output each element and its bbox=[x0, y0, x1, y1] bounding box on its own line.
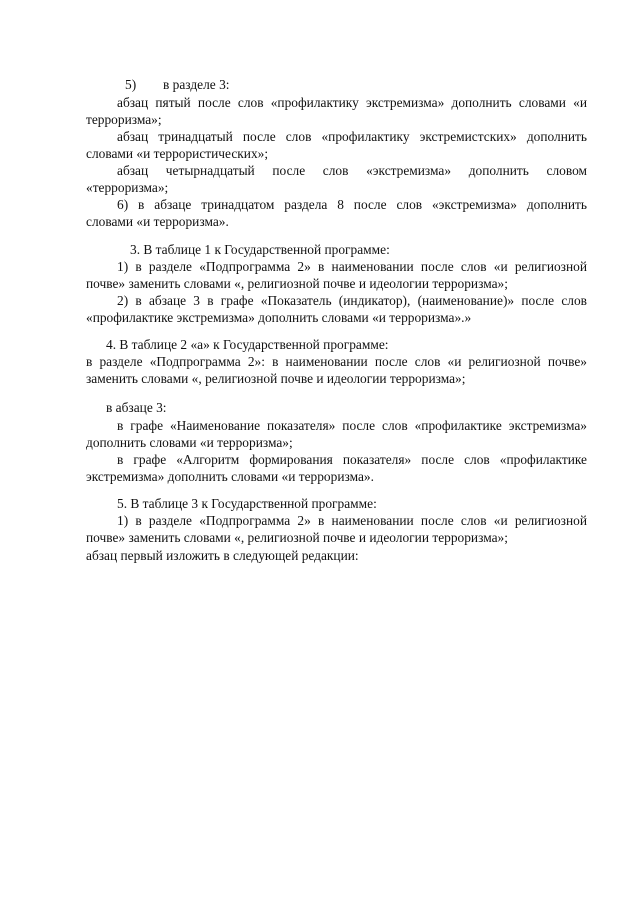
section-heading: 4. В таблице 2 «а» к Государственной программе: bbox=[106, 337, 389, 352]
paragraph-line: абзац четырнадцатый после слов «экстремизма» дополнить словом bbox=[117, 163, 587, 178]
paragraph-line: 1) в разделе «Подпрограмма 2» в наименовании после слов «и религиозной bbox=[117, 259, 587, 274]
paragraph-line: 2) в абзаце 3 в графе «Показатель (индикатор), (наименование)» после слов bbox=[117, 293, 587, 308]
paragraph-line: в разделе «Подпрограмма 2»: в наименовании после слов «и религиозной почве» bbox=[86, 354, 587, 369]
paragraph-line: «терроризма»; bbox=[86, 180, 169, 195]
section-heading bbox=[125, 76, 425, 93]
paragraph-line: в графе «Алгоритм формирования показателя» после слов «профилактике bbox=[117, 452, 587, 467]
paragraph-line: терроризма»; bbox=[86, 112, 162, 127]
paragraph-line: абзац тринадцатый после слов «профилактику экстремистских» дополнить bbox=[117, 129, 587, 144]
list-number: 5) bbox=[125, 77, 137, 92]
paragraph-line: почве» заменить словами «, религиозной почве и идеологии терроризма»; bbox=[86, 276, 508, 291]
section-heading: 3. В таблице 1 к Государственной программе: bbox=[130, 242, 390, 257]
paragraph-line: дополнить словами «и терроризма»; bbox=[86, 435, 293, 450]
paragraph-line: 6) в абзаце тринадцатом раздела 8 после слов «экстремизма» дополнить bbox=[117, 197, 587, 212]
paragraph-line: заменить словами «, религиозной почве и идеологии терроризма»; bbox=[86, 371, 466, 386]
section-heading: в абзаце 3: bbox=[106, 400, 167, 415]
paragraph-line: словами «и террористических»; bbox=[86, 146, 269, 161]
paragraph-line: словами «и терроризма». bbox=[86, 214, 229, 229]
paragraph-line: абзац пятый после слов «профилактику экстремизма» дополнить словами «и bbox=[117, 95, 587, 110]
paragraph-line: почве» заменить словами «, религиозной почве и идеологии терроризма»; bbox=[86, 530, 508, 545]
paragraph-line: экстремизма» дополнить словами «и терроризма». bbox=[86, 469, 374, 484]
paragraph-line: абзац первый изложить в следующей редакции: bbox=[86, 548, 359, 563]
section-heading: 5. В таблице 3 к Государственной программе: bbox=[117, 496, 377, 511]
paragraph-line: 1) в разделе «Подпрограмма 2» в наименовании после слов «и религиозной bbox=[117, 513, 587, 528]
paragraph-line: «профилактике экстремизма» дополнить словами «и терроризма».» bbox=[86, 310, 472, 325]
section-heading-text: в разделе 3: bbox=[163, 77, 230, 92]
paragraph-line: в графе «Наименование показателя» после слов «профилактике экстремизма» bbox=[117, 418, 587, 433]
